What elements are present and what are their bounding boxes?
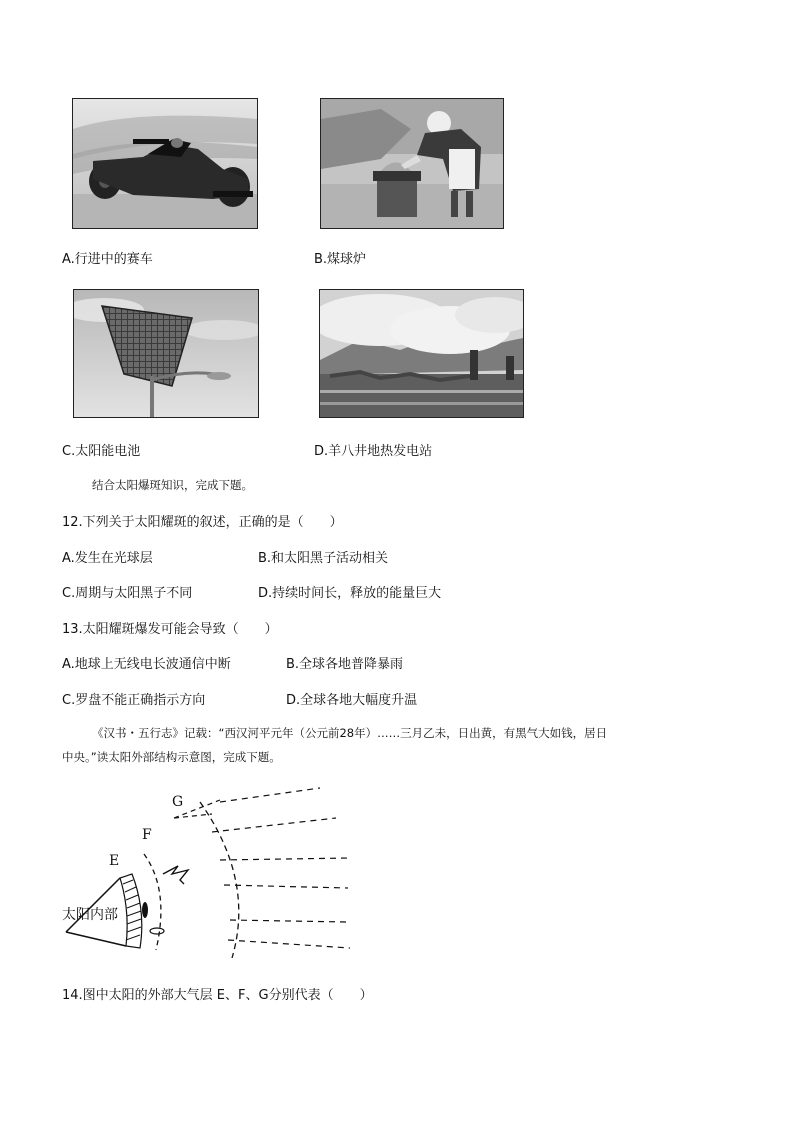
racecar-image xyxy=(72,98,258,229)
sun-structure-diagram xyxy=(60,780,360,960)
question-12-stem: 12.下列关于太阳耀斑的叙述，正确的是（ ） xyxy=(62,515,343,530)
solar-panel-image xyxy=(73,289,259,418)
section-intro-hanshu-line2: 中央。”读太阳外部结构示意图，完成下题。 xyxy=(62,750,281,764)
q13-option-b: B.全球各地普降暴雨 xyxy=(286,657,404,672)
section-intro-flare: 结合太阳爆斑知识，完成下题。 xyxy=(92,478,253,492)
q13-option-a: A.地球上无线电长波通信中断 xyxy=(62,657,231,672)
q12-option-c: C.周期与太阳黑子不同 xyxy=(62,586,193,601)
q12-option-a: A.发生在光球层 xyxy=(62,551,153,566)
q12-option-d: D.持续时间长，释放的能量巨大 xyxy=(258,586,442,601)
section-intro-hanshu-line1: 《汉书・五行志》记载：“西汉河平元年（公元前28年）……三月乙未，日出黄，有黑气大如钱，居日 xyxy=(92,726,608,740)
geothermal-station-image xyxy=(319,289,524,418)
layer-label-e: E xyxy=(109,853,120,869)
q13-option-d: D.全球各地大幅度升温 xyxy=(286,693,418,708)
q12-option-b: B.和太阳黑子活动相关 xyxy=(258,551,389,566)
sun-interior-label: 太阳内部 xyxy=(62,907,118,923)
image-caption-a: A.行进中的赛车 xyxy=(62,252,153,267)
image-caption-c: C.太阳能电池 xyxy=(62,444,141,459)
layer-label-g: G xyxy=(172,794,184,810)
layer-label-f: F xyxy=(142,827,152,843)
image-caption-b: B.煤球炉 xyxy=(314,252,367,267)
q13-option-c: C.罗盘不能正确指示方向 xyxy=(62,693,206,708)
question-14-stem: 14.图中太阳的外部大气层 E、F、G分别代表（ ） xyxy=(62,988,373,1003)
image-caption-d: D.羊八井地热发电站 xyxy=(314,444,433,459)
coal-stove-image xyxy=(320,98,504,229)
question-13-stem: 13.太阳耀斑爆发可能会导致（ ） xyxy=(62,622,278,637)
